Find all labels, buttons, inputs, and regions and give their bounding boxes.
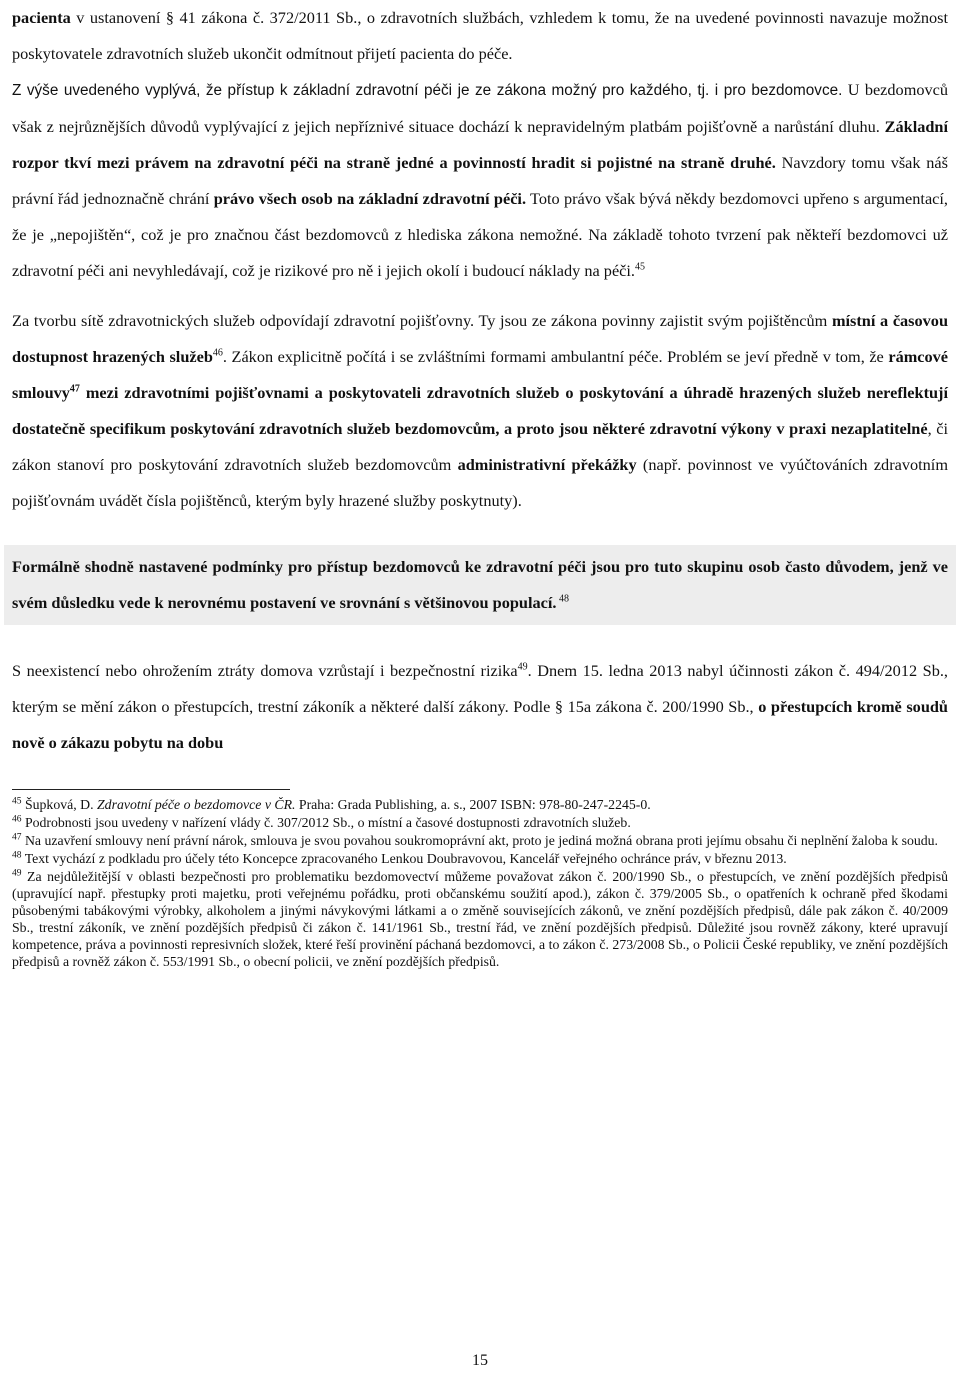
text-run: Praha: Grada Publishing, a. s., 2007 ISBN: 978-80-247-2245-0.	[295, 797, 651, 812]
text-run: místní a časovou dostupnost hrazených služeb	[12, 311, 948, 366]
footnote-ref: 47	[12, 832, 22, 843]
footnote-47	[12, 832, 948, 849]
footnotes	[12, 796, 948, 970]
text-run: Podrobnosti jsou uvedeny v nařízení vlády č. 307/2012 Sb., o místní a časové dostupnosti zdravotních služeb.	[21, 815, 631, 830]
highlighted-block	[4, 545, 956, 625]
footnote-48	[12, 850, 948, 867]
text-run: mezi zdravotními pojišťovnami a poskytovateli zdravotních služeb o poskytování a úhradě hrazených služeb nereflektují dostatečně specifikum poskytování zdravotních služeb bezdomovcům, a proto jsou některé zdravotní výkony v praxi nezaplatitelné	[12, 383, 948, 438]
text-run: Formálně shodně nastavené podmínky pro přístup bezdomovců ke zdravotní péči jsou pro tuto skupinu osob často důvodem, jenž ve svém důsledku vede k nerovnému postavení ve srovnání s většinovou populací.	[12, 557, 948, 612]
text-run: Toto právo však bývá někdy bezdomovci upřeno s argumentací, že je „nepojištěn“, což je pro značnou část bezdomovců z hlediska zákona nemožné. Na základě tohoto tvrzení pak někteří bezdomovci už zdravotní péči ani nevyhledávají, což je rizikové pro ně i jejich okolí i budoucí náklady na péči.	[12, 189, 948, 280]
paragraph-4-highlighted	[12, 549, 948, 621]
text-run: v ustanovení § 41 zákona č. 372/2011 Sb., o zdravotních službách, vzhledem k tomu, že na uvedené povinnosti navazuje možnost poskytovatele zdravotních služeb ukončit odmítnout přijetí pacienta do péče.	[12, 8, 948, 63]
footnote-ref: 46	[212, 347, 223, 359]
footnote-ref: 47	[69, 383, 80, 395]
text-run: Na uzavření smlouvy není právní nárok, smlouva je svou povahou soukromoprávní akt, proto je jediná možná obrana proti jejímu obsahu či neplnění žaloba k soudu.	[21, 833, 939, 848]
footnote-ref: 45	[12, 796, 22, 807]
text-run: administrativní překážky	[457, 455, 637, 474]
text-run: Z výše uvedeného vyplývá, že přístup k základní zdravotní péči je ze zákona možný pro každého, tj. i pro bezdomovce.	[12, 82, 843, 99]
text-run: Zdravotní péče o bezdomovce v ČR.	[97, 797, 296, 812]
footnote-ref: 48	[12, 850, 22, 861]
text-run: Text vychází z podkladu pro účely této Koncepce zpracovaného Lenkou Doubravovou, Kancelář veřejného ochránce práv, v březnu 2013.	[21, 851, 787, 866]
footnote-49	[12, 868, 948, 970]
text-run: pacienta	[12, 8, 71, 27]
paragraph-5	[12, 653, 948, 761]
text-run: Šupková, D.	[21, 797, 97, 812]
text-run: Za tvorbu sítě zdravotnických služeb odpovídají zdravotní pojišťovny. Ty jsou ze zákona povinny zajistit svým pojištěncům	[12, 311, 832, 330]
text-run: U bezdomovců však z nejrůznějších důvodů vyplývající z jejich nepříznivé situace dochází k nepravidelným platbám pojišťovně a narůstání dluhu.	[12, 80, 949, 136]
footnote-ref: 48	[556, 593, 569, 605]
footnote-ref: 49	[12, 868, 22, 879]
footnote-ref: 45	[635, 261, 645, 273]
text-run: Základní rozpor tkví mezi právem na zdravotní péči na straně jedné a povinností hradit si pojistné na straně druhé.	[12, 117, 948, 172]
text-run: rámcové smlouvy	[12, 347, 949, 402]
text-run: Za nejdůležitější v oblasti bezpečnosti pro problematiku bezdomovectví můžeme považovat zákon č. 200/1990 Sb., o přestupcích, ve znění pozdějších předpisů (upravující např. přestupky proti majetku, proti veřejnému pořádku, proti občanskému soužití apod.), zákon č. 379/2005 Sb., o opatřeních k ochraně před škodami působenými tabákovými výrobky, alkoholem a jinými návykovými látkami a o změně souvisejících zákonů, ve znění pozdějších předpisů, dále pak zákon č. 40/2009 Sb., trestní zákoník, ve znění pozdějších předpisů či zákon č. 141/1961 Sb., trestní řád, ve znění pozdějších předpisů. Důležité jsou rovněž zákony, které upravují kompetence, práva a povinnosti represivních složek, které řeší provinění páchaná bezdomovci, a to zákon č. 273/2008 Sb., o Policii České republiky, ve znění pozdějších předpisů a rovněž zákon č. 553/1991 Sb., o obecní policii, ve znění pozdějších předpisů.	[12, 869, 948, 969]
text-run: Navzdory tomu však náš právní řád jednoznačně chrání	[12, 153, 948, 208]
footnote-ref: 46	[12, 814, 22, 825]
footnote-separator	[12, 789, 290, 790]
document-page	[12, 0, 948, 971]
paragraph-3	[12, 303, 948, 519]
paragraph-1	[12, 0, 948, 72]
footnote-ref: 49	[517, 661, 528, 673]
text-run: . Zákon explicitně počítá i se zvláštními formami ambulantní péče. Problém se jeví předně v tom, že	[222, 347, 889, 366]
footnote-45	[12, 796, 948, 813]
page-number: 15	[472, 1352, 488, 1369]
text-run: (např. povinnost ve vyúčtováních zdravotním pojišťovnám uvádět čísla pojištěnců, kterým byly hrazené služby poskytnuty).	[12, 455, 948, 510]
text-run: , či zákon stanoví pro poskytování zdravotních služeb bezdomovcům	[12, 419, 949, 474]
text-run: S neexistencí nebo ohrožením ztráty domova vzrůstají i bezpečnostní rizika	[12, 661, 518, 680]
text-run: o přestupcích kromě soudů nově o zákazu pobytu na dobu	[12, 697, 948, 752]
text-run: právo všech osob na základní zdravotní péči.	[213, 189, 527, 208]
paragraph-2	[12, 72, 948, 289]
text-run: . Dnem 15. ledna 2013 nabyl účinnosti zákon č. 494/2012 Sb., kterým se mění zákon o přestupcích, trestní zákoník a některé další zákony. Podle § 15a zákona č. 200/1990 Sb.,	[12, 661, 948, 716]
footnote-46	[12, 814, 948, 831]
